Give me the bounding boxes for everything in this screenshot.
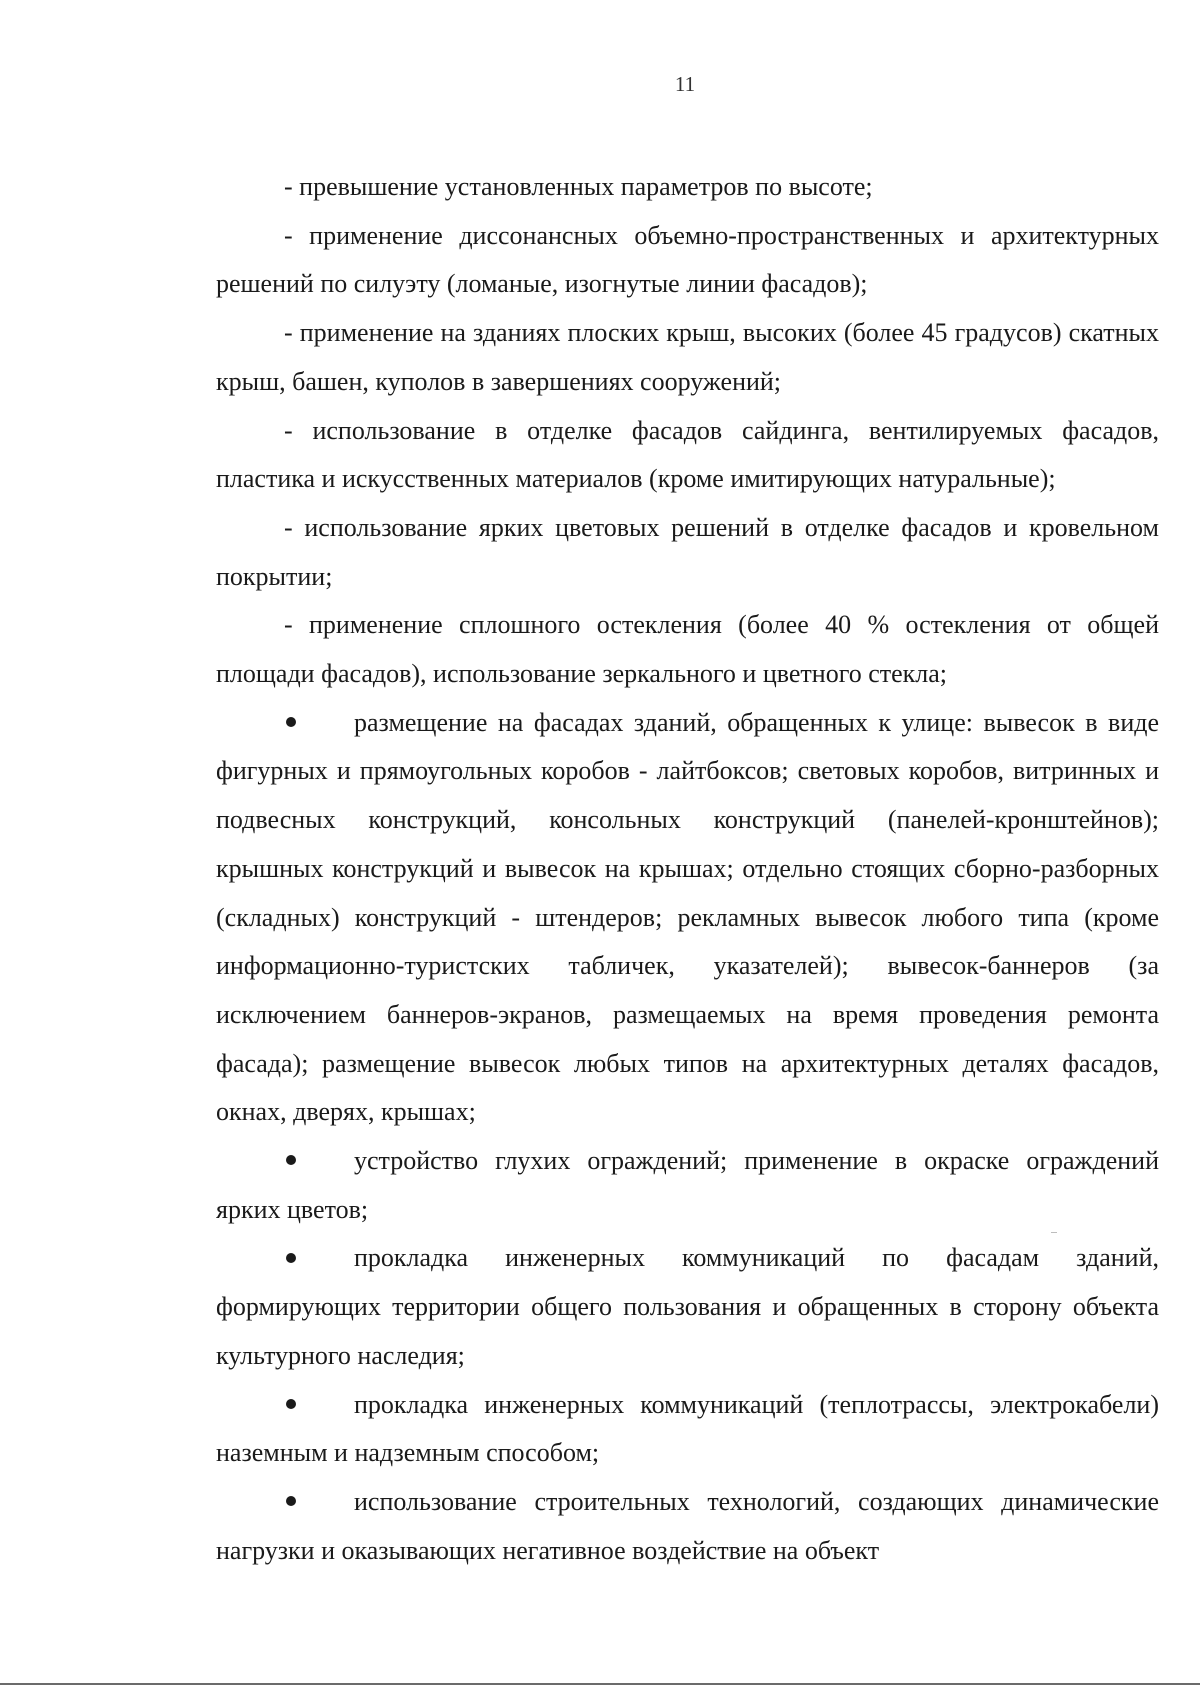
scan-speck [1051, 1232, 1057, 1233]
paragraph-text: - применение сплошного остекления (более 40 % остекления от общей площади фасадов), использование зеркального и цветного стекла; [216, 610, 1159, 689]
paragraph-text: прокладка инженерных коммуникаций (теплотрассы, электрокабели) наземным и надземным способом; [216, 1389, 1159, 1468]
paragraph-text: устройство глухих ограждений; применение в окраске ограждений ярких цветов; [216, 1146, 1159, 1224]
list-item-bullet [216, 699, 1159, 1137]
page-number: 11 [674, 72, 696, 96]
bullet-icon [286, 1399, 296, 1409]
document-body [216, 163, 1159, 1575]
bullet-icon [286, 717, 296, 727]
list-item-dash [216, 212, 1159, 309]
page-bottom-rule [0, 1683, 1200, 1685]
list-item-dash [216, 163, 1159, 212]
paragraph-text: - использование ярких цветовых решений в отделке фасадов и кровельном покрытии; [216, 512, 1159, 591]
list-item-dash [216, 504, 1159, 601]
list-item-dash [216, 601, 1159, 698]
list-item-bullet [216, 1381, 1159, 1478]
paragraph-text: использование строительных технологий, создающих динамические нагрузки и оказывающих негативное воздействие на объект [216, 1486, 1159, 1565]
paragraph-text: - применение на зданиях плоских крыш, высоких (более 45 градусов) скатных крыш, башен, куполов в завершениях сооружений; [216, 318, 1159, 396]
list-item-dash [216, 407, 1159, 504]
list-item-dash [216, 309, 1159, 406]
list-item-bullet [216, 1137, 1159, 1234]
paragraph-text: размещение на фасадах зданий, обращенных к улице: вывесок в виде фигурных и прямоугольных коробов - лайтбоксов; световых коробов, витринных и подвесных конструкций, консольных конструкций (панелей-кронштейнов); крышных конструкций и вывесок на крышах; отдельно стоящих сборно-разборных (складных) конструкций - штендеров; рекламных вывесок любого типа (кроме информационно-туристских табличек, указателей); вывесок-баннеров (за исключением баннеров-экранов, размещаемых на время проведения ремонта фасада); размещение вывесок любых типов на архитектурных деталях фасадов, окнах, дверях, крышах; [216, 707, 1159, 1127]
paragraph-text: - использование в отделке фасадов сайдинга, вентилируемых фасадов, пластика и искусственных материалов (кроме имитирующих натуральные); [216, 415, 1159, 494]
list-item-bullet [216, 1478, 1159, 1575]
paragraph-text: прокладка инженерных коммуникаций по фасадам зданий, формирующих территории общего пользования и обращенных в сторону объекта культурного наследия; [216, 1243, 1159, 1370]
paragraph-text: - применение диссонансных объемно-пространственных и архитектурных решений по силуэту (ломаные, изогнутые линии фасадов); [216, 220, 1159, 299]
bullet-icon [286, 1155, 296, 1165]
bullet-icon [286, 1496, 296, 1506]
paragraph-text: - превышение установленных параметров по высоте; [284, 172, 873, 201]
bullet-icon [286, 1253, 296, 1263]
list-item-bullet [216, 1234, 1159, 1380]
